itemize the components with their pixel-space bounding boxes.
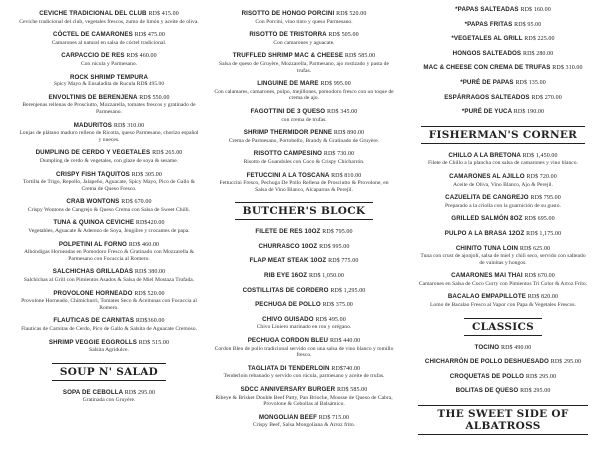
menu-item (18, 219, 200, 234)
menu-item-name: CRAB WONTONS (66, 198, 120, 206)
menu-item-description: Flauticas de Carnitas de Cerdo, Pico de Gallo & Salsita de Aguacate Cremoso. (21, 326, 197, 332)
section-heading-sweet-side: THE SWEET SIDE OF ALBATROSS (418, 405, 588, 435)
menu-item-name: CHIVO GUISADO (262, 315, 314, 323)
menu-item (418, 194, 588, 209)
menu-item-price: RD$ 520.00 (336, 11, 367, 17)
menu-item-description: Fettuccini Fresco, Pechuga De Pollo Rellena de Prosciutto & Provolone, en Salsa de Vino Blanco, Alcaparras & Perejil. (219, 180, 389, 193)
menu-item-description: Salsa de queso de Gruyère, Mozzarella, Parmesano, ajo rostizado y pasta de trufas. (219, 60, 389, 74)
menu-item-description: Vegetables, Aguacate & Aderezo de Soya, Jengibre y crocantes de papa. (28, 228, 190, 235)
menu-item-price: RD$ 415.00 (148, 11, 179, 17)
appetizers-list (18, 10, 200, 354)
menu-item (418, 108, 588, 117)
menu-item-name: ROCK SHRIMP TEMPURA (69, 73, 149, 81)
menu-item-name: TUNA & QUINOA CEVICHE (53, 219, 135, 227)
menu-item (18, 241, 200, 263)
menu-item-description: Gratinada con Gruyère. (82, 397, 136, 404)
menu-item-name: FILETE DE RES 10OZ (255, 228, 321, 236)
menu-column-1 (18, 0, 200, 410)
section-heading-soup-salad: SOUP N' SALAD (52, 363, 166, 381)
menu-item (18, 389, 200, 404)
menu-item-name: PECHUGA DE POLLO (255, 301, 321, 309)
menu-item-price: RD$ 585.00 (344, 53, 376, 60)
menu-item-name: MADURITOS (73, 121, 113, 129)
menu-item (418, 215, 588, 224)
menu-item (418, 272, 588, 287)
menu-item (213, 172, 395, 194)
menu-item-price: RD$ 795.00 (530, 195, 561, 202)
menu-item-name: CHINITO TUNA LOIN (455, 244, 519, 252)
menu-item-name: TRUFFLED SHRIMP MAC & CHEESE (232, 52, 344, 60)
menu-item (418, 152, 588, 167)
menu-item (418, 373, 588, 382)
menu-item-description: Tenderloin rebanado y servido con rúcula, parmesano y aceite de trufas. (223, 373, 385, 380)
menu-item-price: RD$ 295.00 (520, 388, 551, 395)
menu-item (418, 94, 588, 103)
menu-item-description: Preparado a la criolla con la guarnición de su gusto. (445, 202, 561, 209)
menu-item (213, 129, 395, 144)
menu-item-name: *PAPAS SALTEADAS (455, 6, 519, 13)
menu-item (18, 122, 200, 144)
menu-item-price: RD$ 670.00 (524, 273, 555, 280)
menu-item-price: RD$ 295.00 (124, 389, 156, 396)
section-heading-classics: CLASSICS (464, 318, 542, 336)
menu-item (213, 272, 395, 281)
menu-item-name: FLAP MEAT STEAK 10OZ (249, 257, 327, 265)
menu-item-description: Aceite de Oliva, Vino Blanco, Ajo & Perejil. (453, 181, 553, 188)
menu-item (18, 10, 200, 25)
menu-item-price: RD$ 495.00 (315, 316, 346, 323)
menu-item (418, 358, 588, 367)
menu-item-price: RD$ 1,295.00 (330, 287, 366, 294)
menu-item-price: RD$ 890.00 (333, 130, 365, 137)
menu-item-description: Camarones en Salsa de Coco Curry con Pimientos Tri Color & Arroz Frito. (418, 280, 588, 287)
menu-item-price: RD$ 670.00 (121, 199, 152, 206)
menu-item-name: *PAPAS FRITAS (464, 20, 513, 28)
menu-item-price: RD$ 475.00 (134, 32, 165, 39)
menu-item (213, 365, 395, 380)
menu-item-description: Lonjas de plátano maduro relleno de Ricotta, queso Parmesano, chorizo español y nueces. (19, 130, 199, 143)
menu-item-price: RD$ 995.00 (319, 243, 350, 250)
menu-item-name: RISOTTO CAMPESINO (253, 150, 323, 158)
menu-item-price: RD$ 310.00 (552, 65, 583, 72)
menu-item (18, 52, 200, 67)
menu-item-description: Tortilla de Trigo, Repollo, Jalapeño, Aguacate, Spicy Mayo, Pico de Gallo & Crema de Queso Fresco. (22, 179, 196, 192)
menu-item-description: Lomo de Bacalao Fresco al Vapor con Papa & Vegetales Frescos. (430, 302, 576, 309)
menu-item-name: CAMARONES AL AJILLO (449, 172, 525, 180)
menu-item-name: *PURÉ DE YUCA (461, 108, 512, 116)
menu-item (213, 228, 395, 237)
menu-item (418, 230, 588, 239)
menu-item-name: CARPACCIO DE RES (61, 52, 125, 60)
menu-item-name: FAGOTTINI DE 3 QUESO (250, 107, 326, 115)
menu-item-name: CEVICHE TRADICIONAL DEL CLUB (39, 10, 147, 17)
menu-item (213, 31, 395, 46)
menu-item-price: RD$ 505.00 (328, 32, 359, 39)
menu-item-description: Crispy Wontons de Cangrejo & Queso Crema con Salsa de Sweet Chilli. (27, 206, 191, 213)
menu-item (418, 50, 588, 59)
menu-item-description: Ceviche tradicional del club, vegetales frescos, zumo de limón y aceite de oliva. (19, 18, 199, 25)
menu-item-description: Salchichas al Grill con Pimientos Asados & Salsa de Miel Mostaza Trufada. (23, 277, 195, 284)
menu-item-name: FETUCCINI A LA TOSCANA (246, 171, 330, 179)
menu-item-price: RD$ 190.00 (513, 109, 545, 116)
menu-item-name: *VEGETALES AL GRILL (451, 35, 523, 43)
menu-item-price: RD$ 730.00 (323, 151, 355, 158)
menu-item (18, 94, 200, 116)
menu-item-price: RD$ 310.00 (113, 122, 145, 129)
menu-item-price: RD$ 135.00 (515, 79, 546, 86)
pasta-list (213, 10, 395, 193)
menu-item-name: PROVOLONE HORNEADO (53, 289, 133, 297)
menu-item-description: Dumpling de cerdo & vegetales, con glaze de soya & sesame. (39, 157, 179, 164)
menu-item-price: RD$ 820.00 (527, 294, 559, 301)
section-heading-fishermans-corner: FISHERMAN'S CORNER (421, 126, 585, 144)
menu-item (418, 79, 588, 88)
menu-item-description: con crema de trufas. (281, 116, 327, 123)
menu-item-name: SHRIMP THERMIDOR PENNE (243, 129, 333, 137)
menu-item-name: RISOTTO DE HONGO PORCINI (241, 10, 335, 17)
menu-item-price: RD$ 270.00 (531, 94, 562, 101)
menu-item-price: RD$ 440.00 (329, 338, 361, 345)
menu-item (18, 290, 200, 312)
menu-item (18, 317, 200, 332)
menu-item (213, 316, 395, 331)
menu-item-name: CHILLO A LA BRETONA (448, 151, 521, 159)
menu-item (418, 173, 588, 188)
menu-item-name: MONGOLIAN BEEF (258, 413, 317, 421)
menu-item-name: CHICHARRÓN DE POLLO DESHUESADO (424, 358, 549, 366)
menu-item (418, 64, 588, 73)
menu-item-price: RD$ 225.00 (524, 36, 555, 43)
menu-item-description: Cordon Bleu de pollo tradicional servido con una salsa de vino blanco y tomillo fresco. (214, 345, 394, 359)
menu-item (213, 386, 395, 408)
menu-item (213, 10, 395, 25)
menu-item (418, 6, 588, 15)
menu-item-price: RD$ 795.00 (322, 229, 353, 236)
menu-item-price: RD$ 550.00 (139, 94, 170, 101)
menu-column-3 (418, 0, 588, 443)
menu-item (213, 52, 395, 74)
menu-item (18, 74, 200, 88)
menu-item-price: RD$ 280.00 (523, 50, 554, 57)
menu-item-name: CAMARONES MAI THAI (451, 272, 523, 280)
menu-item-name: RISOTTO DE TRISTORRA (249, 31, 327, 39)
menu-item-description: Risotto de Guandules con Coco & Crispy Chicharrón. (243, 158, 365, 165)
menu-item-price: RD$ 520.00 (134, 290, 165, 297)
menu-item-price: RD$ 490.00 (501, 344, 532, 351)
menu-item-description: Ribeye & Brisket Double Beef Patty, Pan Brioche, Mousse de Queso de Cabra, Provolone & Cebollas al Balsámico. (215, 394, 393, 408)
menu-item-name: CRISPY FISH TAQUITOS (55, 170, 130, 178)
menu-item-description: Con Porcini, vino tinto y queso Parmesano. (255, 18, 353, 25)
menu-item-price: RD$ 720.00 (526, 173, 557, 180)
menu-item-name: DUMPLING DE CERDO Y VEGETALES (35, 149, 151, 157)
menu-item-price: RD$ 265.00 (152, 150, 183, 157)
menu-item-name: POLPETINI AL FORNO (58, 240, 127, 248)
menu-item-name: SALCHICHAS GRILLADAS (52, 268, 134, 276)
menu-item-name: TOCINO (474, 343, 500, 351)
menu-item-description: Salsita Agridulce. (89, 347, 129, 354)
menu-item (213, 257, 395, 266)
menu-item-price: RD$ 460.00 (126, 53, 157, 60)
menu-item-price: RD$ 345.00 (327, 108, 358, 115)
menu-item-name: HONGOS SALTEADOS (452, 49, 522, 57)
menu-item (418, 293, 588, 308)
menu-item-price: RD$ 160.00 (520, 7, 551, 13)
menu-item-name: LINGUINE DE MARE (257, 80, 319, 88)
menu-item (213, 150, 395, 165)
menu-item-name: RIB EYE 16OZ (263, 272, 308, 280)
menu-item-price: RD$ 1,175.00 (526, 230, 562, 237)
menu-item-description: Provolone Horneado, Chimichurri, Tomates Seco & Aceitunas con Focaccia al Romero. (21, 298, 197, 311)
menu-item (213, 243, 395, 252)
menu-item-description: Crispy Beef, Salsa Mongoliana & Arroz frito. (252, 422, 356, 429)
menu-item-price: RD$ 95.00 (514, 21, 542, 28)
menu-item (18, 339, 200, 354)
menu-item-price: RD$360.00 (135, 318, 165, 325)
menu-item-description: Con calamares, camarones, pulpo, mejillones, pomodoro fresco con un toque de crema de ajo. (214, 88, 394, 102)
menu-item-name: TAGLIATA DI TENDERLOIN (247, 364, 330, 372)
menu-item-name: SHRIMP VEGGIE EGGROLLS (48, 338, 137, 346)
menu-item-price: RD$ 625.00 (519, 245, 551, 252)
menu-item-price: RD$ 775.00 (328, 258, 359, 265)
butchers-block-list (213, 228, 395, 429)
menu-item-name: PECHUGA CORDON BLEU (247, 337, 329, 345)
menu-item-price: RD$ 515.00 (138, 339, 170, 346)
menu-item (18, 31, 200, 46)
soup-salad-list (18, 389, 200, 404)
menu-item (18, 149, 200, 164)
menu-item-name: COSTILLITAS DE CORDERO (242, 286, 329, 294)
menu-item-description: Con camarones y aguacate. (273, 39, 335, 46)
menu-item-price: RD$ 295.00 (550, 359, 582, 366)
menu-item-name: PULPO A LA BRASA 12OZ (444, 229, 525, 237)
menu-item (213, 287, 395, 296)
menu-item-description: Chivo Liniero marinado en ron y orégano. (256, 324, 352, 331)
menu-item-price: RD$ 1,050.00 (308, 273, 345, 280)
menu-item-name: BOLITAS DE QUESO (455, 387, 519, 395)
menu-item (418, 344, 588, 353)
menu-item (418, 387, 588, 396)
menu-item-price: RD$ 810.00 (331, 172, 362, 179)
menu-item (213, 414, 395, 429)
menu-item-price: RD$ 305.00 (131, 171, 163, 178)
menu-item-name: CÓCTEL DE CAMARONES (53, 31, 133, 39)
menu-item-name: SDCC ANNIVERSARY BURGER (240, 386, 336, 393)
menu-item-name: CAZUELITA DE CANGREJO (445, 194, 529, 202)
menu-item (418, 35, 588, 44)
menu-item-price: RD$ 375.00 (322, 302, 353, 309)
menu-item (18, 268, 200, 283)
menu-item-price: RD$ 460.00 (128, 241, 160, 248)
menu-item-description: Con rúcula y Parmesano. (80, 60, 138, 67)
menu-item-description: Spicy Mayo & Ensaladita de Rucula RD$ 495.00 (53, 81, 165, 88)
menu-item-name: SOPA DE CEBOLLA (62, 388, 123, 396)
menu-item (213, 80, 395, 102)
menu-item (213, 108, 395, 123)
menu-item-description: Berenjenas rellenas de Prosciutto, Mozzarella, tomates frescos y gratinado de Parmesano. (22, 102, 196, 115)
menu-item-name: ESPÁRRAGOS SALTEADOS (444, 93, 530, 101)
menu-item-price: RD$ 380.00 (134, 269, 166, 276)
fishermans-corner-list (418, 152, 588, 309)
menu-item-price: RD$ 295.00 (525, 373, 557, 380)
menu-item-name: FLAUTICAS DE CARNITAS (53, 317, 135, 325)
menu-item-price: RD$ 715.00 (318, 414, 350, 421)
menu-column-2 (213, 0, 395, 435)
menu-item-price: RD$ 1,450.00 (522, 152, 558, 159)
menu-item (418, 245, 588, 267)
menu-item-description: Camarones al natural en salsa de cóctel tradicional. (51, 39, 167, 46)
menu-item-name: CROQUETAS DE POLLO (449, 372, 525, 380)
menu-item-name: GRILLED SALMÓN 8OZ (451, 215, 523, 223)
menu-item (213, 337, 395, 359)
menu-item (18, 198, 200, 213)
menu-item-description: Crema de Parmesano, Portobello, Brandy & Gratinado de Gruyère. (228, 137, 380, 144)
menu-item-name: BACALAO EMPAPILLOTE (447, 293, 526, 301)
menu-item-description: Filete de Chillo a la plancha con salsa de camarones y vino blanco. (428, 160, 578, 167)
menu-item-price: RD$ 995.00 (320, 81, 351, 88)
menu-item-price: RD$ 695.00 (524, 216, 555, 223)
menu-item-description: Tuna con crust de ajonjolí, salsa de miel y chili seco, servido con salteado de vainitas y hongos. (420, 253, 586, 266)
menu-item-name: *PURÉ DE PAPAS (460, 78, 514, 86)
classics-list (418, 344, 588, 396)
menu-item (418, 21, 588, 30)
section-heading-butchers-block: BUTCHER'S BLOCK (235, 202, 374, 220)
menu-item-name: MAC & CHEESE CON CREMA DE TRUFAS (423, 64, 551, 72)
menu-item-price: RD$740.00 (331, 365, 361, 372)
menu-item-name: ENVOLTINIS DE BERENJENA (48, 93, 138, 101)
menu-item (213, 301, 395, 310)
menu-item-price: RD$420.00 (135, 220, 165, 227)
menu-item-description: Albóndigas Horneadas en Pomodoro Fresco & Gratinado con Mozzarella & Parmesano con Focaccia al Romero. (23, 249, 195, 262)
menu-item-name: CHURRASCO 10OZ (258, 242, 318, 250)
sides-list (418, 6, 588, 117)
menu-item-price: RD$ 585.00 (337, 387, 368, 393)
menu-item (18, 171, 200, 193)
